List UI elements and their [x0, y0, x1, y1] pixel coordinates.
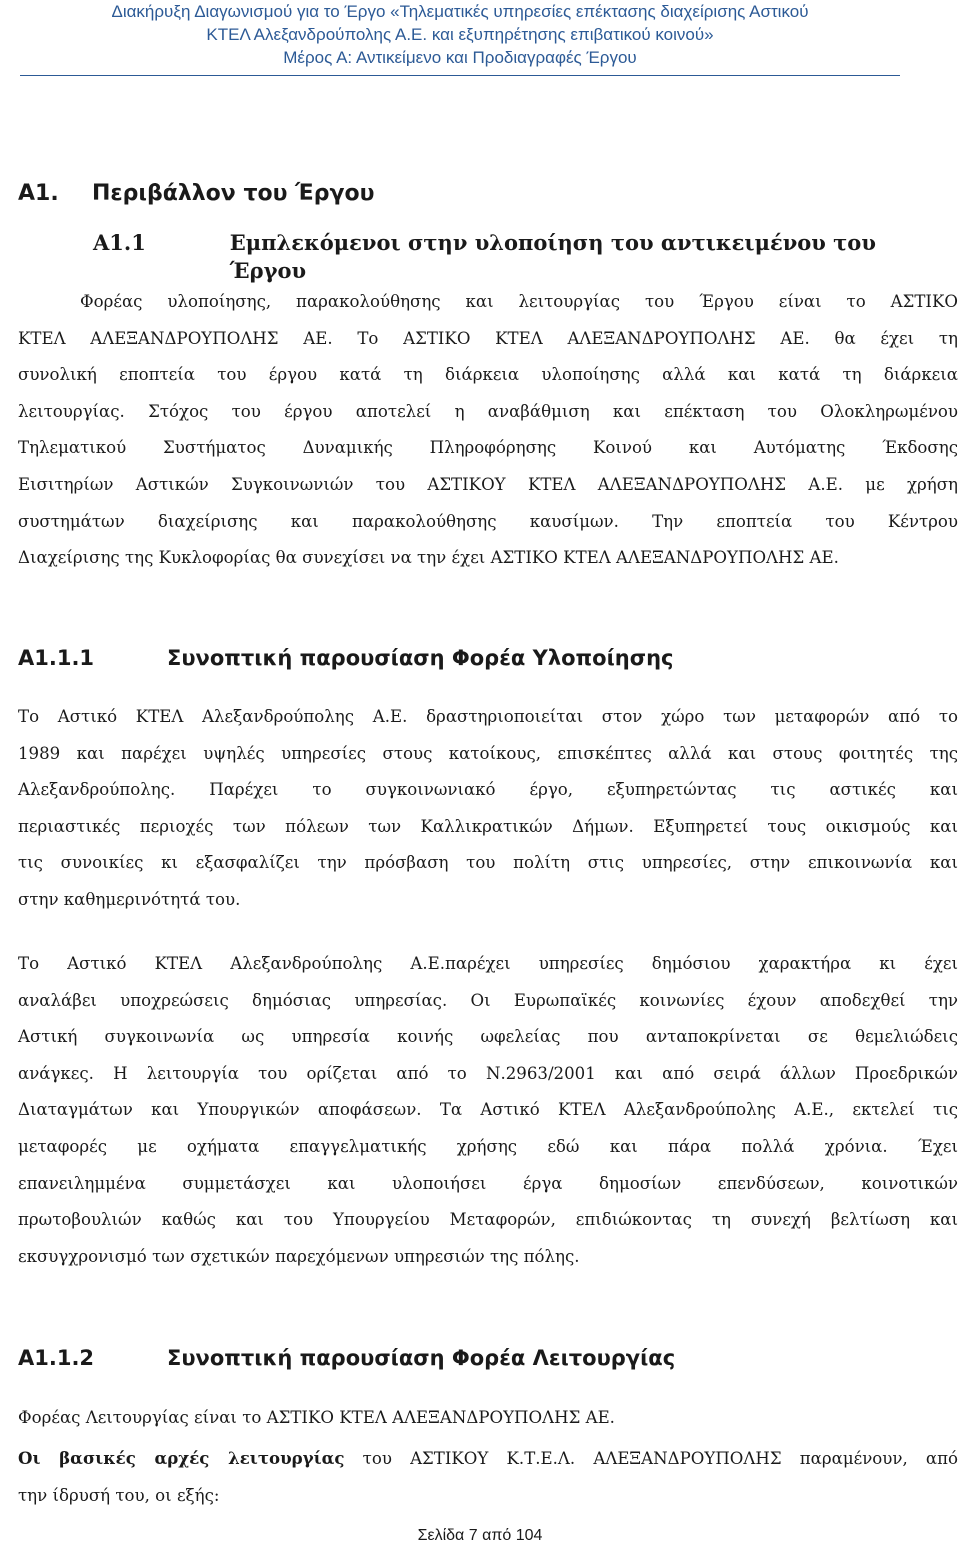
paragraph-public-service: [18, 946, 958, 1275]
header-line-3: Μέρος Α: Αντικείμενο και Προδιαγραφές Έργου: [283, 48, 637, 67]
text-run: του ΑΣΤΙΚΟΥ Κ.Τ.Ε.Λ. ΑΛΕΞΑΝΔΡΟΥΠΟΛΗΣ παραμένουν, από: [344, 1449, 958, 1468]
heading-a1-1: [93, 229, 953, 285]
text-line: πρωτοβουλιών καθώς και του Υπουργείου Μεταφορών, επιδιώκοντας τη συνεχή βελτίωση και: [18, 1210, 958, 1230]
heading-a1-1-1-title: Συνοπτική παρουσίαση Φορέα Υλοποίησης: [167, 646, 674, 670]
text-line: συνολική εποπτεία του έργου κατά τη διάρκεια υλοποίησης αλλά και κατά τη διάρκεια: [18, 365, 958, 385]
text-line: Αστική συγκοινωνία ως υπηρεσία κοινής ωφελείας που ανταποκρίνεται σε θεμελιώδεις: [18, 1027, 958, 1047]
text-line: εκσυγχρονισμό των σχετικών παρεχόμενων υπηρεσιών της πόλης.: [18, 1246, 580, 1266]
page-number: Σελίδα 7 από 104: [417, 1527, 543, 1544]
text-line: την ίδρυσή του, οι εξής:: [18, 1485, 220, 1505]
header-line-1: Διακήρυξη Διαγωνισμού για το Έργο «Τηλεματικές υπηρεσίες επέκτασης διαχείρισης Αστικού: [111, 2, 809, 21]
paragraph-principles: [18, 1440, 958, 1514]
heading-a1-1-title: Εμπλεκόμενοι στην υλοποίηση του αντικειμένου του Έργου: [229, 230, 876, 283]
header-line-2: ΚΤΕΛ Αλεξανδρούπολης Α.Ε. και εξυπηρέτησης επιβατικού κοινού»: [206, 25, 714, 44]
text-line: Αλεξανδρούπολης. Παρέχει το συγκοινωνιακό έργο, εξυπηρετώντας τις αστικές και: [18, 780, 958, 800]
header-divider: [20, 75, 900, 76]
heading-a1-title: Περιβάλλον του Έργου: [92, 181, 375, 206]
heading-a1-1-2-title: Συνοπτική παρουσίαση Φορέα Λειτουργίας: [167, 1346, 676, 1370]
document-header: [20, 0, 900, 69]
text-line: Φορέας Λειτουργίας είναι το ΑΣΤΙΚΟ ΚΤΕΛ ΑΛΕΞΑΝΔΡΟΥΠΟΛΗΣ ΑΕ.: [18, 1408, 615, 1427]
heading-a1-1-2: [18, 1344, 958, 1372]
heading-a1: [18, 180, 958, 208]
heading-a1-1-1-number: Α1.1.1: [18, 646, 95, 670]
text-line: Φορέας υλοποίησης, παρακολούθησης και λειτουργίας του Έργου είναι το ΑΣΤΙΚΟ: [80, 292, 958, 311]
text-line: επανειλημμένα συμμετάσχει και υλοποιήσει έργα δημοσίων επενδύσεων, κοινοτικών: [18, 1173, 958, 1193]
text-line: στην καθημερινότητά του.: [18, 889, 241, 909]
paragraph-implementation-body: [18, 284, 958, 577]
bold-phrase: Οι βασικές αρχές λειτουργίας: [18, 1448, 345, 1468]
text-line: μεταφορές με οχήματα επαγγελματικής χρήσης εδώ και πάρα πολλά χρόνια. Έχει: [18, 1136, 958, 1156]
text-line: αναλάβει υποχρεώσεις δημόσιας υπηρεσίας. Οι Ευρωπαϊκές κοινωνίες έχουν αποδεχθεί την: [18, 990, 958, 1010]
text-line: Διαχείρισης της Κυκλοφορίας θα συνεχίσει να την έχει ΑΣΤΙΚΟ ΚΤΕΛ ΑΛΕΞΑΝΔΡΟΥΠΟΛΗΣ ΑΕ.: [18, 548, 839, 568]
paragraph-operator: [18, 1400, 958, 1437]
text-line: Τηλεματικού Συστήματος Δυναμικής Πληροφόρησης Κοινού και Αυτόματης Έκδοσης: [18, 438, 958, 458]
text-line: συστημάτων διαχείρισης και παρακολούθησης καυσίμων. Την εποπτεία του Κέντρου: [18, 511, 958, 531]
text-line: Διαταγμάτων και Υπουργικών αποφάσεων. Τα Αστικό ΚΤΕΛ Αλεξανδρούπολης Α.Ε., εκτελεί τις: [18, 1100, 958, 1120]
heading-a1-number: Α1.: [18, 181, 59, 206]
text-line: ανάγκες. Η λειτουργία του ορίζεται από το Ν.2963/2001 και από σειρά άλλων Προεδρικών: [18, 1063, 958, 1083]
text-line: τις συνοικίες κι εξασφαλίζει την πρόσβαση του πολίτη στις υπηρεσίες, στην επικοινωνία και: [18, 853, 958, 873]
text-line: περιαστικές περιοχές των πόλεων των Καλλικρατικών Δήμων. Εξυπηρετεί τους οικισμούς και: [18, 816, 958, 836]
paragraph-implementation-body-description: [18, 699, 958, 919]
text-line: [18, 1440, 958, 1478]
text-line: Το Αστικό ΚΤΕΛ Αλεξανδρούπολης Α.Ε. δραστηριοποιείται στον χώρο των μεταφορών από το: [18, 707, 958, 726]
text-line: 1989 και παρέχει υψηλές υπηρεσίες στους κατοίκους, επισκέπτες αλλά και στους φοιτητές της: [18, 743, 958, 763]
heading-a1-1-2-number: Α1.1.2: [18, 1346, 95, 1370]
text-line: λειτουργίας. Στόχος του έργου αποτελεί η αναβάθμιση και επέκταση του Ολοκληρωμένου: [18, 401, 958, 421]
text-line: Το Αστικό ΚΤΕΛ Αλεξανδρούπολης Α.Ε.παρέχει υπηρεσίες δημόσιου χαρακτήρα κι έχει: [18, 954, 958, 973]
text-line: Εισιτηρίων Αστικών Συγκοινωνιών του ΑΣΤΙΚΟΥ ΚΤΕΛ ΑΛΕΞΑΝΔΡΟΥΠΟΛΗΣ Α.Ε. με χρήση: [18, 474, 958, 494]
text-line: ΚΤΕΛ ΑΛΕΞΑΝΔΡΟΥΠΟΛΗΣ ΑΕ. Το ΑΣΤΙΚΟ ΚΤΕΛ ΑΛΕΞΑΝΔΡΟΥΠΟΛΗΣ ΑΕ. θα έχει τη: [18, 328, 958, 348]
heading-a1-1-1: [18, 644, 958, 672]
heading-a1-1-number: Α1.1: [93, 230, 146, 255]
